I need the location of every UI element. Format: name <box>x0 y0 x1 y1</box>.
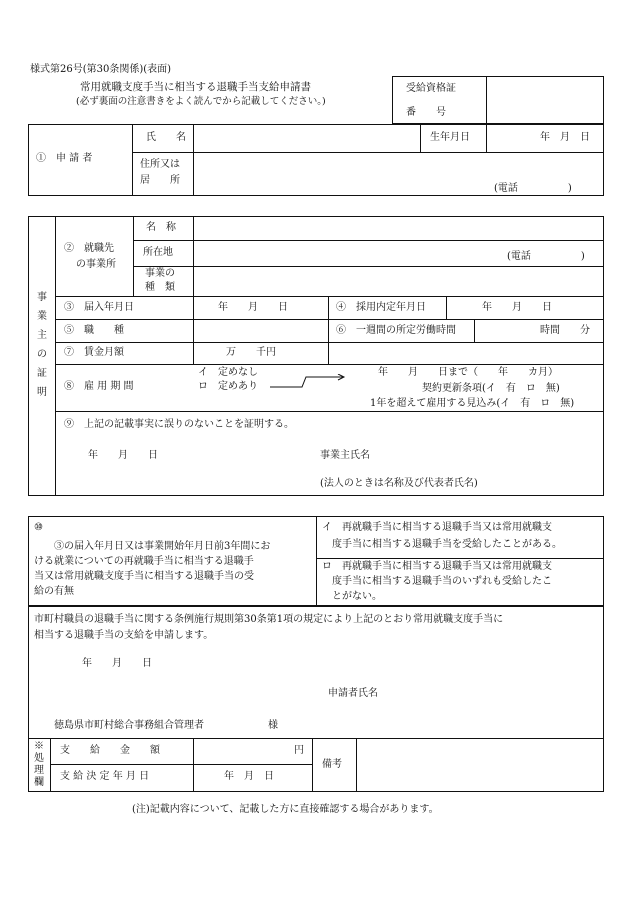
applicant-phone[interactable]: (電話 ) <box>494 183 572 194</box>
application-date[interactable]: 年 月 日 <box>82 658 152 669</box>
item-10-question-3: 当又は常用就職支度手当に相当する退職手当の受 <box>34 571 254 582</box>
certification-statement: ⑨ 上記の記載事実に誤りのないことを証明する。 <box>64 419 294 430</box>
certificate-number-divider <box>486 76 487 124</box>
certificate-number-label-1: 受給資格証 <box>406 83 456 94</box>
period-until-date[interactable]: 年 月 日まで（ 年 カ月） <box>378 367 558 378</box>
applicant-signature-label: 申請者氏名 <box>328 688 378 699</box>
job-type-field[interactable] <box>195 321 327 341</box>
option-never-received[interactable] <box>318 560 602 604</box>
monthly-wage-label: ⑦ 賃金月額 <box>64 347 124 358</box>
business-type-label-1: 事業の <box>145 268 175 279</box>
date-of-birth-value[interactable]: 年 月 日 <box>540 132 590 143</box>
applicant-section-label: ① 申 請 者 <box>36 153 93 164</box>
weekly-hours-label: ⑥ 一週間の所定労働時間 <box>336 325 456 336</box>
period-option-fixed[interactable]: ロ 定めあり <box>198 381 258 392</box>
certification-date[interactable]: 年 月 日 <box>88 450 158 461</box>
business-type-label-2: 種 類 <box>145 282 175 293</box>
application-statement-1: 市町村職員の退職手当に関する条例施行規則第30条第1項の規定により上記のとおり常用就職支度手当に <box>34 614 504 625</box>
payment-amount-field[interactable] <box>195 740 291 762</box>
applicant-signature-field[interactable] <box>392 682 592 700</box>
form-instruction-note: (必ず裏面の注意書きをよく読んでから記載してください。) <box>76 96 326 107</box>
applicant-name-field[interactable] <box>195 126 418 150</box>
item-10-number: ⑩ <box>34 522 43 533</box>
form-number: 様式第26号(第30条関係)(表面) <box>30 64 172 75</box>
processing-side-label: ※処理欄 <box>34 741 44 788</box>
addressee-honorific: 様 <box>268 720 278 731</box>
option-received-line-1: イ 再就職手当に相当する退職手当又は常用就職支 <box>322 522 552 533</box>
option-never-line-1: ロ 再就職手当に相当する退職手当又は常用就職支 <box>322 561 552 572</box>
payment-decision-date-value[interactable]: 年 月 日 <box>224 771 274 782</box>
adoption-date-value[interactable]: 年 月 日 <box>482 302 552 313</box>
adoption-date-label: ④ 採用内定年月日 <box>336 302 426 313</box>
address-label-2: 居 所 <box>140 175 180 186</box>
option-received-line-2: 度手当に相当する退職手当を受給したことがある。 <box>332 539 562 550</box>
period-option-indefinite[interactable]: イ 定めなし <box>198 367 258 378</box>
option-received-before[interactable] <box>318 518 602 557</box>
hire-date-value[interactable]: 年 月 日 <box>218 302 288 313</box>
option-never-line-3: とがない。 <box>332 591 382 602</box>
employer-name-label: 事業主氏名 <box>320 450 370 461</box>
addressee: 徳島県市町村総合事務組合管理者 <box>54 720 204 731</box>
address-label-1: 住所又は <box>140 159 180 170</box>
payment-amount-label: 支 給 金 額 <box>60 745 160 756</box>
employer-certification-side-label: 事業主の証明 <box>37 292 47 398</box>
business-type-field[interactable] <box>195 268 602 295</box>
remarks-field[interactable] <box>358 740 602 790</box>
item-10-question-1: ③の届入年月日又は事業開始年月日前3年間にお <box>54 541 271 552</box>
workplace-location-label: 所在地 <box>143 247 173 258</box>
remarks-label: 備考 <box>322 759 342 770</box>
contract-renewal-clause[interactable]: 契約更新条項(イ 有 ロ 無) <box>422 383 560 394</box>
item-10-question-4: 給の有無 <box>34 586 74 597</box>
arrow-icon <box>268 374 348 392</box>
certificate-number-field[interactable] <box>488 78 602 122</box>
over-one-year-employment[interactable]: 1年を超えて雇用する見込み(イ 有 ロ 無) <box>370 398 575 409</box>
footer-note: (注)記載内容について、記載した方に直接確認する場合があります。 <box>132 804 439 815</box>
application-statement-2: 相当する退職手当の支給を申請します。 <box>34 630 214 641</box>
item-10-question-2: ける就業についての再就職手当に相当する退職手 <box>34 556 254 567</box>
payment-decision-date-label: 支 給 決 定 年 月 日 <box>60 771 150 782</box>
employment-period-label: ⑧ 雇 用 期 間 <box>64 381 134 392</box>
workplace-label-2: の事業所 <box>76 259 116 270</box>
weekly-hours-value[interactable]: 時間 分 <box>540 325 590 336</box>
applicant-name-label: 氏 名 <box>146 132 186 143</box>
workplace-label-1: ② 就職先 <box>64 243 114 254</box>
form-title: 常用就職支度手当に相当する退職手当支給申請書 <box>80 81 311 93</box>
workplace-phone[interactable]: (電話 ) <box>507 251 585 262</box>
date-of-birth-label: 生年月日 <box>430 132 470 143</box>
certificate-number-label-2: 番 号 <box>406 107 446 118</box>
payment-amount-unit: 円 <box>294 745 304 756</box>
workplace-name-field[interactable] <box>195 218 602 239</box>
workplace-name-label: 名 称 <box>146 222 176 233</box>
hire-date-label: ③ 届入年月日 <box>64 302 134 313</box>
option-never-line-2: 度手当に相当する退職手当のいずれも受給したこ <box>332 576 552 587</box>
monthly-wage-value[interactable]: 万 千円 <box>226 347 276 358</box>
job-type-label: ⑤ 職 種 <box>64 325 124 336</box>
employer-name-note: (法人のときは名称及び代表者氏名) <box>320 478 478 489</box>
employer-name-field[interactable] <box>380 444 590 462</box>
